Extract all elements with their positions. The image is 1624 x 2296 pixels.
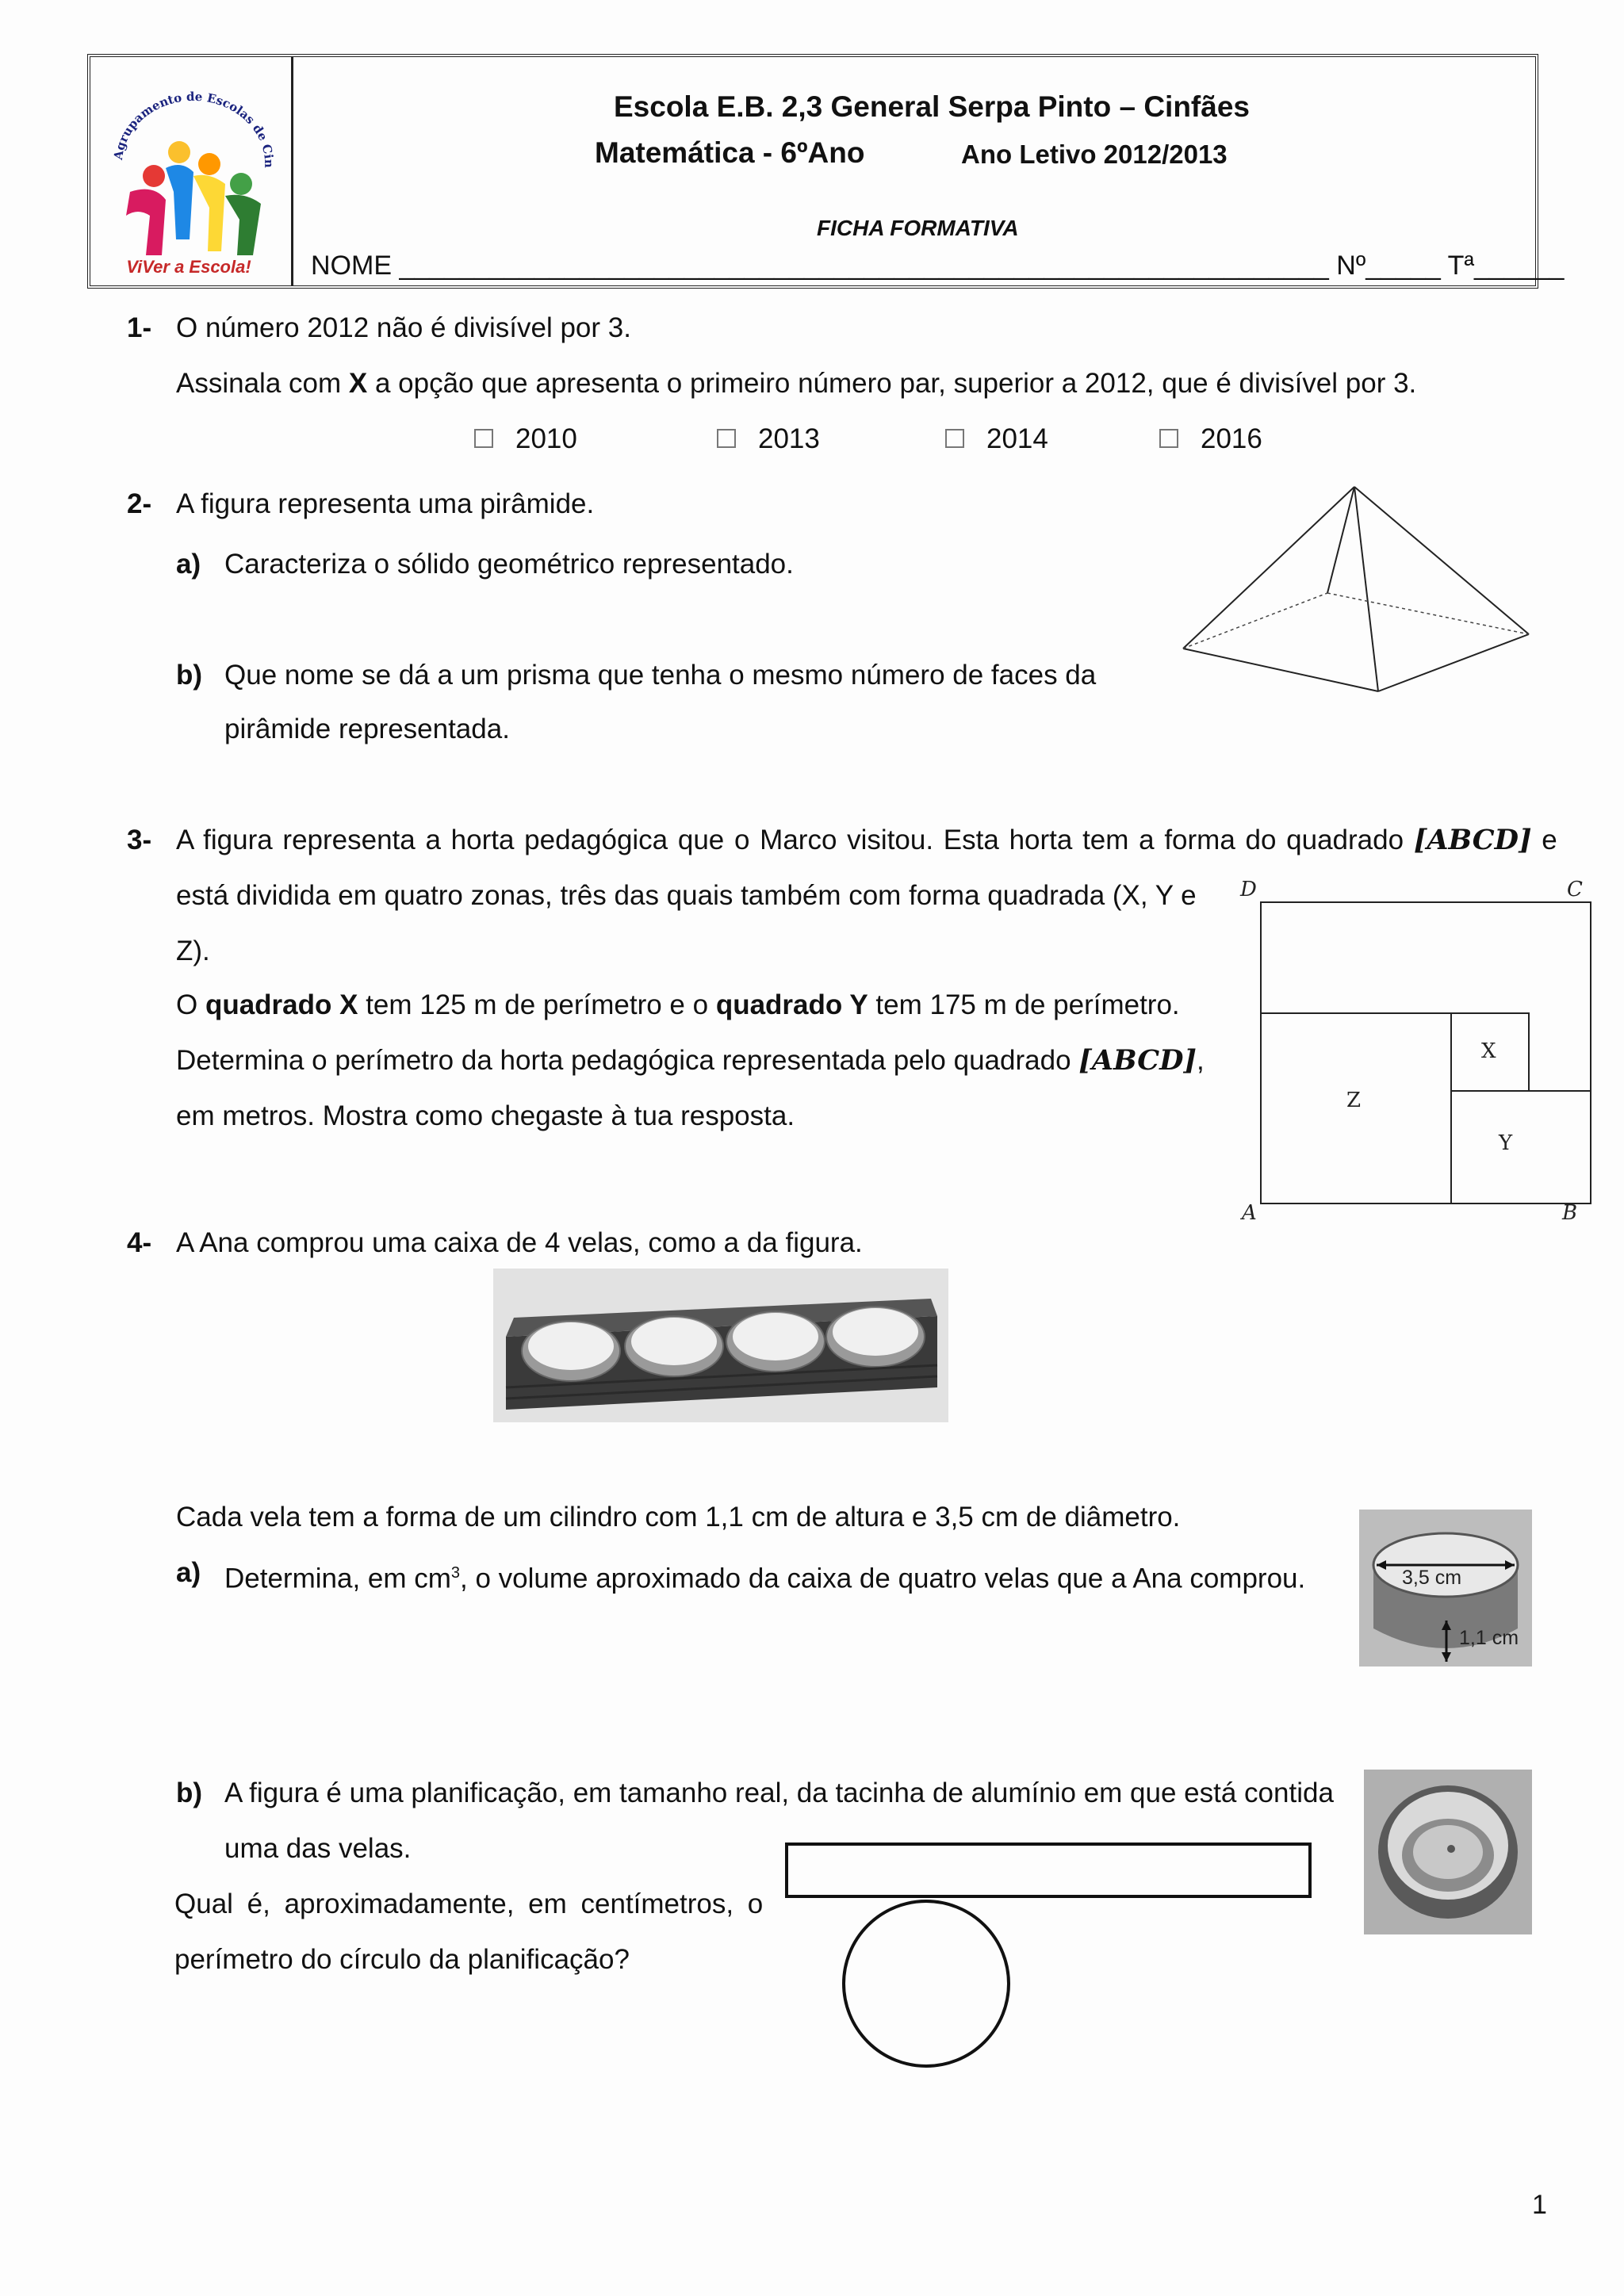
logo-figures-icon xyxy=(90,57,289,287)
candle-box-photo xyxy=(493,1269,948,1422)
number-field[interactable]: _____ xyxy=(1365,251,1441,281)
sheet-title: FICHA FORMATIVA xyxy=(817,216,1019,240)
q4-intro: A Ana comprou uma caixa de 4 velas, como a da figura. xyxy=(176,1227,863,1258)
name-field[interactable]: ______________________________________________________________ xyxy=(399,251,1329,281)
class-label: Tª xyxy=(1447,251,1475,281)
q1-option-2014[interactable]: 2014 xyxy=(945,422,1048,457)
aluminium-cup-photo xyxy=(1364,1770,1532,1934)
logo-tagline: ViVer a Escola! xyxy=(126,257,251,277)
vertex-d-label: D xyxy=(1240,878,1257,901)
q1-option-2010[interactable]: 2010 xyxy=(474,422,577,457)
q3-line3: Z). xyxy=(176,936,210,966)
q1-number: 1- xyxy=(127,312,152,343)
q4b-label: b) xyxy=(176,1777,203,1808)
q4a-label: a) xyxy=(176,1557,201,1588)
q4-number: 4- xyxy=(127,1227,152,1258)
q4b-text-line3: Qual é, aproximadamente, em centímetros, o xyxy=(174,1888,764,1919)
q4b-text-line4: perímetro do círculo da planificação? xyxy=(174,1944,630,1975)
q4b-text-line1: A figura é uma planificação, em tamanho real, da tacinha de alumínio em que está contida xyxy=(224,1777,1334,1808)
q1-statement: O número 2012 não é divisível por 3. xyxy=(176,312,631,343)
q3-number: 3- xyxy=(127,825,152,855)
zone-x-label: X xyxy=(1481,1039,1496,1063)
q2b-label: b) xyxy=(176,660,203,691)
q1-option-2013[interactable]: 2013 xyxy=(717,422,820,457)
vertex-c-label: C xyxy=(1567,878,1583,901)
logo-arc-text: Agrupamento de Escolas de Cin xyxy=(110,89,277,168)
q4-description: Cada vela tem a forma de um cilindro com 1,1 cm de altura e 3,5 cm de diâmetro. xyxy=(176,1502,1181,1533)
page-number: 1 xyxy=(1532,2190,1547,2220)
q1-x-mark: X xyxy=(348,368,368,399)
zone-z-label: Z xyxy=(1346,1089,1362,1112)
q1-option-2016[interactable]: 2016 xyxy=(1159,422,1262,457)
school-name: Escola E.B. 2,3 General Serpa Pinto – Cinfães xyxy=(614,90,1250,123)
subject-title: Matemática - 6ºAno xyxy=(595,136,865,169)
q2-intro: A figura representa uma pirâmide. xyxy=(176,488,595,519)
name-label: NOME xyxy=(311,251,392,281)
q2a-label: a) xyxy=(176,549,201,580)
candle-dimensions-photo xyxy=(1359,1510,1532,1667)
q3-line6: em metros. Mostra como chegaste à tua resposta. xyxy=(176,1100,795,1131)
school-logo xyxy=(90,57,293,285)
class-field[interactable]: ______ xyxy=(1474,251,1565,281)
q2a-text: Caracteriza o sólido geométrico representado. xyxy=(224,549,794,580)
zone-y-label: Y xyxy=(1499,1131,1513,1155)
checkbox-icon[interactable] xyxy=(1159,429,1178,448)
number-label: Nº xyxy=(1336,251,1366,281)
q2-number: 2- xyxy=(127,488,152,519)
checkbox-icon[interactable] xyxy=(474,429,493,448)
q2b-text-line1: Que nome se dá a um prisma que tenha o mesmo número de faces da xyxy=(224,660,1097,691)
student-info-line xyxy=(311,251,1564,281)
q4a-text: Determina, em $cm^3$, o volume aproximado da caixa de quatro velas que a Ana comprou. xyxy=(224,1563,1306,1594)
header-box xyxy=(87,54,1565,289)
q2b-text-line2: pirâmide representada. xyxy=(224,714,510,744)
q3-line1: A figura representa a horta pedagógica que o Marco visitou. Esta horta tem a forma do quadrado [ABCD] e xyxy=(176,824,1557,856)
checkbox-icon[interactable] xyxy=(717,429,736,448)
vertex-a-label: A xyxy=(1242,1201,1257,1225)
diameter-label: 3,5 cm xyxy=(1402,1567,1462,1589)
q3-line5: Determina o perímetro da horta pedagógica representada pelo quadrado [ABCD], xyxy=(176,1044,1205,1077)
q4b-text-line2: uma das velas. xyxy=(224,1833,412,1864)
pyramid-figure xyxy=(1174,476,1538,706)
checkbox-icon[interactable] xyxy=(945,429,964,448)
vertex-b-label: B xyxy=(1562,1201,1578,1225)
q3-line2: está dividida em quatro zonas, três das quais também com forma quadrada (X, Y e xyxy=(176,880,1197,911)
square-abcd: [ABCD] xyxy=(1413,824,1532,856)
school-year: Ano Letivo 2012/2013 xyxy=(961,140,1228,169)
garden-squares-figure xyxy=(1229,872,1594,1237)
cup-net-figure xyxy=(783,1839,1315,2069)
q1-instruction: Assinala com X a opção que apresenta o primeiro número par, superior a 2012, que é divisível por 3. xyxy=(176,368,1417,399)
q3-line4: O quadrado X tem 125 m de perímetro e o quadrado Y tem 175 m de perímetro. xyxy=(176,989,1180,1020)
height-label: 1,1 cm xyxy=(1459,1627,1519,1649)
